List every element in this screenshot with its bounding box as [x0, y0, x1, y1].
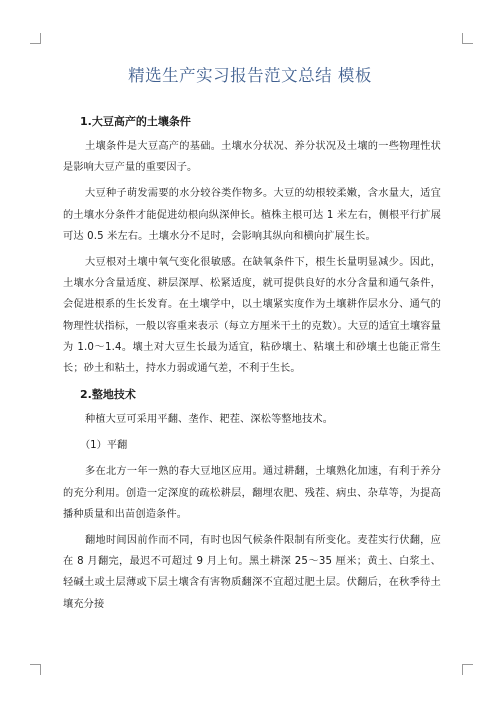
document-title: 精选生产实习报告范文总结 模板	[128, 66, 372, 85]
crop-mark-bottom-left	[30, 664, 41, 675]
paragraph: 种植大豆可采用平翻、垄作、耙茬、深松等整地技术。	[85, 414, 334, 426]
paragraph: 翻地时间因前作而不同，有时也因气候条件限制有所变化。麦茬实行伏翻，应在 8 月翻完，最迟不可超过 9 月上旬。黑土耕深 25～35 厘米；黄土、白浆土、轻碱土或土层薄或下层土壤含有害物质翻深不宜超过肥土层。伏翻后，在秋季待土壤充分接	[63, 535, 441, 610]
crop-mark-bottom-right	[462, 664, 473, 675]
paragraph: 大豆根对土壤中氧气变化很敏感。在缺氧条件下，根生长量明显减少。因此，土壤水分含量适度、耕层深厚、松紧适度，就可提供良好的水分含量和通气条件，会促进根系的生长发育。在土壤学中，以土壤紧实度作为土壤耕作层水分、通气的物理性状指标，一般以容重来表示（每立方厘米干土的克数）。大豆的适宜土壤容量为 1.0～1.4。壤土对大豆生长最为适宜，粘砂壤土、粘壤土和砂壤土也能正常生长；砂土和粘土，持水力弱或通气差，不利于生长。	[63, 257, 441, 375]
subheading-flat-plowing: （1）平翻	[80, 440, 128, 452]
paragraph: 土壤条件是大豆高产的基础。土壤水分状况、养分状况及土壤的一些物理性状是影响大豆产量的重要因子。	[63, 141, 441, 174]
document-body	[63, 111, 441, 620]
section-heading-tillage: 2.整地技术	[80, 388, 136, 402]
paragraph: 多在北方一年一熟的春大豆地区应用。通过耕翻，土壤熟化加速，有利于养分的充分利用。创造一定深度的疏松耕层，翻埋农肥、残茬、病虫、杂草等，为提高播种质量和出苗创造条件。	[63, 466, 441, 520]
crop-mark-top-left	[30, 33, 41, 44]
crop-mark-top-right	[462, 33, 473, 44]
paragraph: 大豆种子萌发需要的水分较谷类作物多。大豆的幼根较柔嫩，含水量大，适宜的土壤水分条件才能促进幼根向纵深伸长。植株主根可达 1 米左右，侧根平行扩展可达 0.5 米左右。土壤水分不足时，会影响其纵向和横向扩展生长。	[63, 188, 441, 242]
section-heading-soil: 1.大豆高产的土壤条件	[80, 115, 191, 128]
